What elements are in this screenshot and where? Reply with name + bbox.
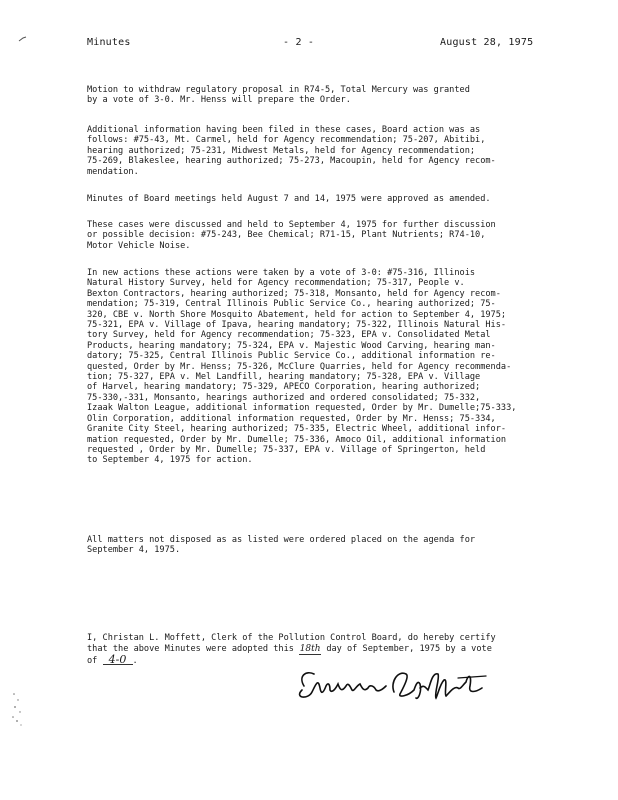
header-date: August 28, 1975 [440, 37, 534, 48]
handwritten-vote: 4-0 [103, 655, 133, 665]
clerk-signature [290, 664, 490, 704]
paragraph-agenda: All matters not disposed as as listed were ordered placed on the agenda for September 4, 1975. [87, 535, 476, 556]
header-section-label: Minutes [87, 37, 131, 48]
paragraph-additional-information: Additional information having been filed in these cases, Board action was as follows: #75-43, Mt. Carmel, held for Agency recommendation; 75-207, Abitibi, hearing authorized; 75-231, Midwest Metals, held for Agency recommendation; 75-269, Blakeslee, hearing authorized; 75-273, Macoupin, held for Agency recom- mendation. [87, 125, 496, 177]
paragraph-new-actions: In new actions these actions were taken by a vote of 3-0: #75-316, Illinois Natural History Survey, held for Agency recommendation; 75-317, People v. Bexton Contractors, hearing authorized; 75-318, Monsanto, held for Agency recom- mendation; 75-319, Central Illinois Public Service Co., hearing authorized; 75- 320, CBE v. North Shore Mosquito Abatement, held for action to September 4, 1975; 75-321, EPA v. Village of Ipava, hearing mandatory; 75-322, Illinois Natural His- tory Survey, held for Agency recommendation; 75-323, EPA v. Consolidated Metal Products, hearing mandatory; 75-324, EPA v. Majestic Wood Carving, hearing man- datory; 75-325, Central Illinois Public Service Co., additional information re- quested, Order by Mr. Henss; 75-326, McClure Quarries, held for Agency recommenda- tion; 75-327, EPA v. Mel Landfill, hearing mandatory; 75-328, EPA v. Village of Harvel, hearing mandatory; 75-329, APECO Corporation, hearing authorized; 75-330,-331, Monsanto, hearings authorized and ordered consolidated; 75-332, Izaak Walton League, additional information requested, Order by Mr. Dumelle;75-333, Olin Corporation, additional information requested, Order by Mr. Henss; 75-334, Granite City Steel, hearing authorized; 75-335, Electric Wheel, additional infor- mation requested, Order by Mr. Dumelle; 75-336, Amoco Oil, additional information requested , Order by Mr. Dumelle; 75-337, EPA v. Village of Springerton, held to September 4, 1975 for action. [87, 268, 517, 466]
certification-text: day of September, 1975 by a vote [321, 644, 492, 654]
certification-text: of [87, 656, 103, 666]
certification-text: that the above Minutes were adopted this [87, 644, 300, 654]
handwritten-day: 18th [299, 644, 321, 654]
certification-line-2 [87, 644, 567, 655]
paragraph-minutes-approved: Minutes of Board meetings held August 7 and 14, 1975 were approved as amended. [87, 194, 491, 204]
margin-speck-left [10, 690, 24, 730]
certification-line-1: I, Christan L. Moffett, Clerk of the Pollution Control Board, do hereby certify [87, 633, 496, 643]
certification-text: . [132, 656, 138, 666]
margin-speck-top-left [18, 36, 28, 42]
page-number: - 2 - [283, 37, 315, 48]
clerk-certification [87, 633, 567, 667]
paragraph-withdraw-motion: Motion to withdraw regulatory proposal in R74-5, Total Mercury was granted by a vote of 3-0. Mr. Henss will prepare the Order. [87, 85, 470, 106]
paragraph-cases-held: These cases were discussed and held to September 4, 1975 for further discussion or possible decision: #75-243, Bee Chemical; R71-15, Plant Nutrients; R74-10, Motor Vehicle Noise. [87, 220, 496, 251]
